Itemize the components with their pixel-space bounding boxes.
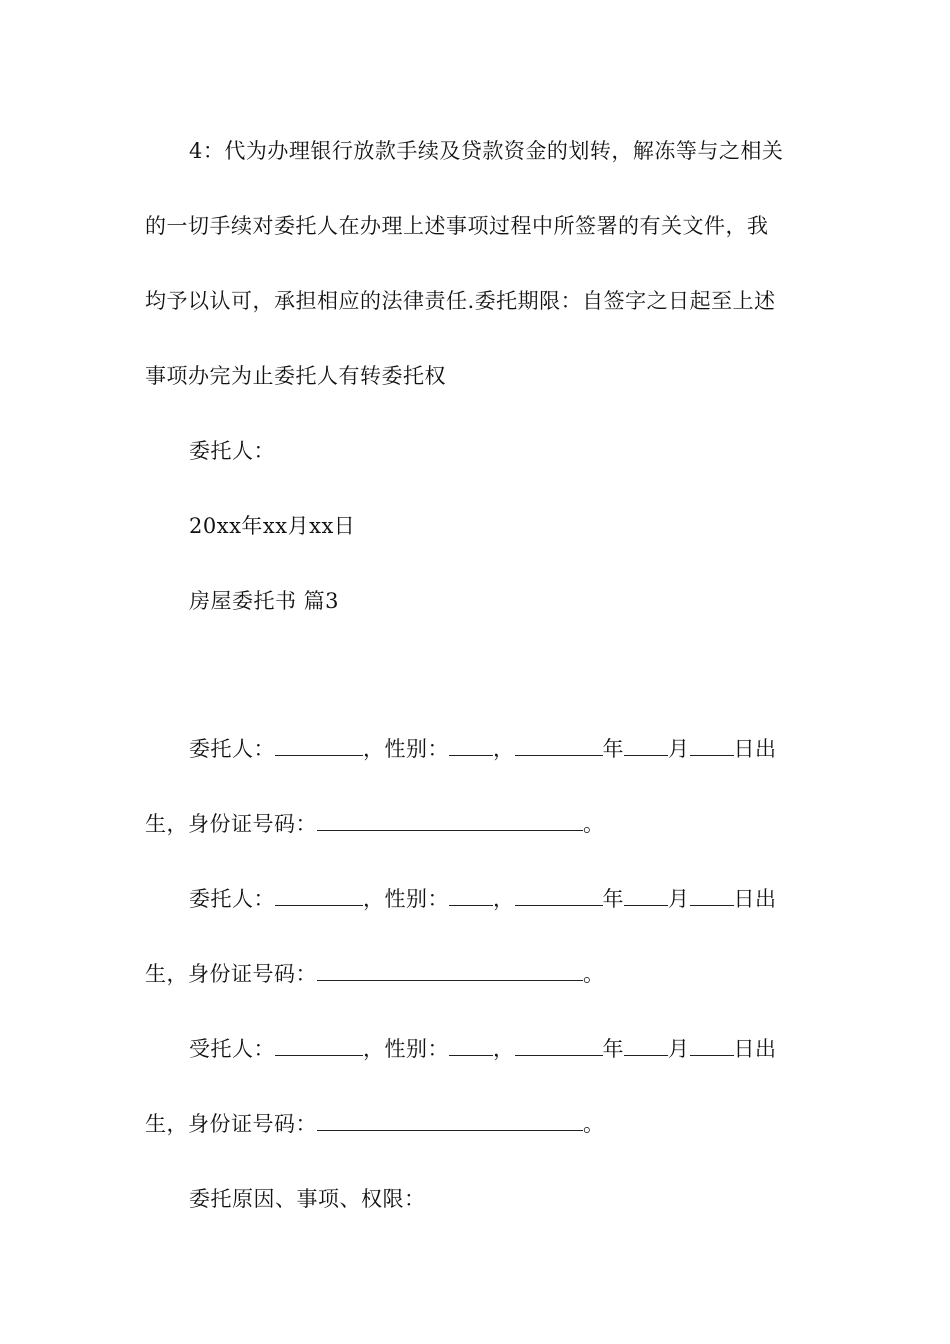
year-blank[interactable] [515,1037,603,1056]
day-blank[interactable] [690,737,734,756]
para1-line2: 的一切手续对委托人在办理上述事项过程中所签署的有关文件，我 [145,214,769,238]
day-born-label: 日出 [733,1037,777,1061]
id-number-blank[interactable] [317,1112,583,1131]
period: 。 [583,962,605,986]
id-number-blank[interactable] [317,812,583,831]
year-label: 年 [602,1037,624,1061]
entry-id-line [145,810,605,838]
year-label: 年 [602,737,624,761]
sex-label: ，性别： [363,887,449,911]
sex-label: ，性别： [363,1037,449,1061]
entry-id-line [145,960,605,988]
entry-line [189,735,777,763]
name-blank[interactable] [275,737,363,756]
month-label: 月 [668,1037,690,1061]
section-title: 房屋委托书 篇3 [189,589,340,613]
name-blank[interactable] [275,1037,363,1056]
reason-label: 委托原因、事项、权限： [189,1187,426,1211]
sex-blank[interactable] [449,737,493,756]
year-label: 年 [602,887,624,911]
id-label: 生，身份证号码： [145,812,317,836]
day-blank[interactable] [690,887,734,906]
comma: ， [493,887,515,911]
para1-line3: 均予以认可，承担相应的法律责任.委托期限：自签字之日起至上述 [145,289,776,313]
id-number-blank[interactable] [317,962,583,981]
id-label: 生，身份证号码： [145,962,317,986]
day-born-label: 日出 [733,887,777,911]
entry-line [189,1035,777,1063]
sex-blank[interactable] [449,887,493,906]
entry-id-line [145,1110,605,1138]
month-label: 月 [668,737,690,761]
sex-label: ，性别： [363,737,449,761]
sex-blank[interactable] [449,1037,493,1056]
day-blank[interactable] [690,1037,734,1056]
period: 。 [583,1112,605,1136]
month-blank[interactable] [624,737,668,756]
role-label: 受托人： [189,1037,275,1061]
role-label: 委托人： [189,887,275,911]
para1-line1: 4：代为办理银行放款手续及贷款资金的划转，解冻等与之相关 [189,139,784,163]
signature-label: 委托人： [189,439,275,463]
name-blank[interactable] [275,887,363,906]
comma: ， [493,737,515,761]
month-label: 月 [668,887,690,911]
para1-line4: 事项办完为止委托人有转委托权 [145,364,446,388]
month-blank[interactable] [624,1037,668,1056]
day-born-label: 日出 [733,737,777,761]
year-blank[interactable] [515,887,603,906]
comma: ， [493,1037,515,1061]
period: 。 [583,812,605,836]
id-label: 生，身份证号码： [145,1112,317,1136]
entry-line [189,885,777,913]
role-label: 委托人： [189,737,275,761]
month-blank[interactable] [624,887,668,906]
year-blank[interactable] [515,737,603,756]
date-line: 20xx年xx月xx日 [189,514,356,538]
